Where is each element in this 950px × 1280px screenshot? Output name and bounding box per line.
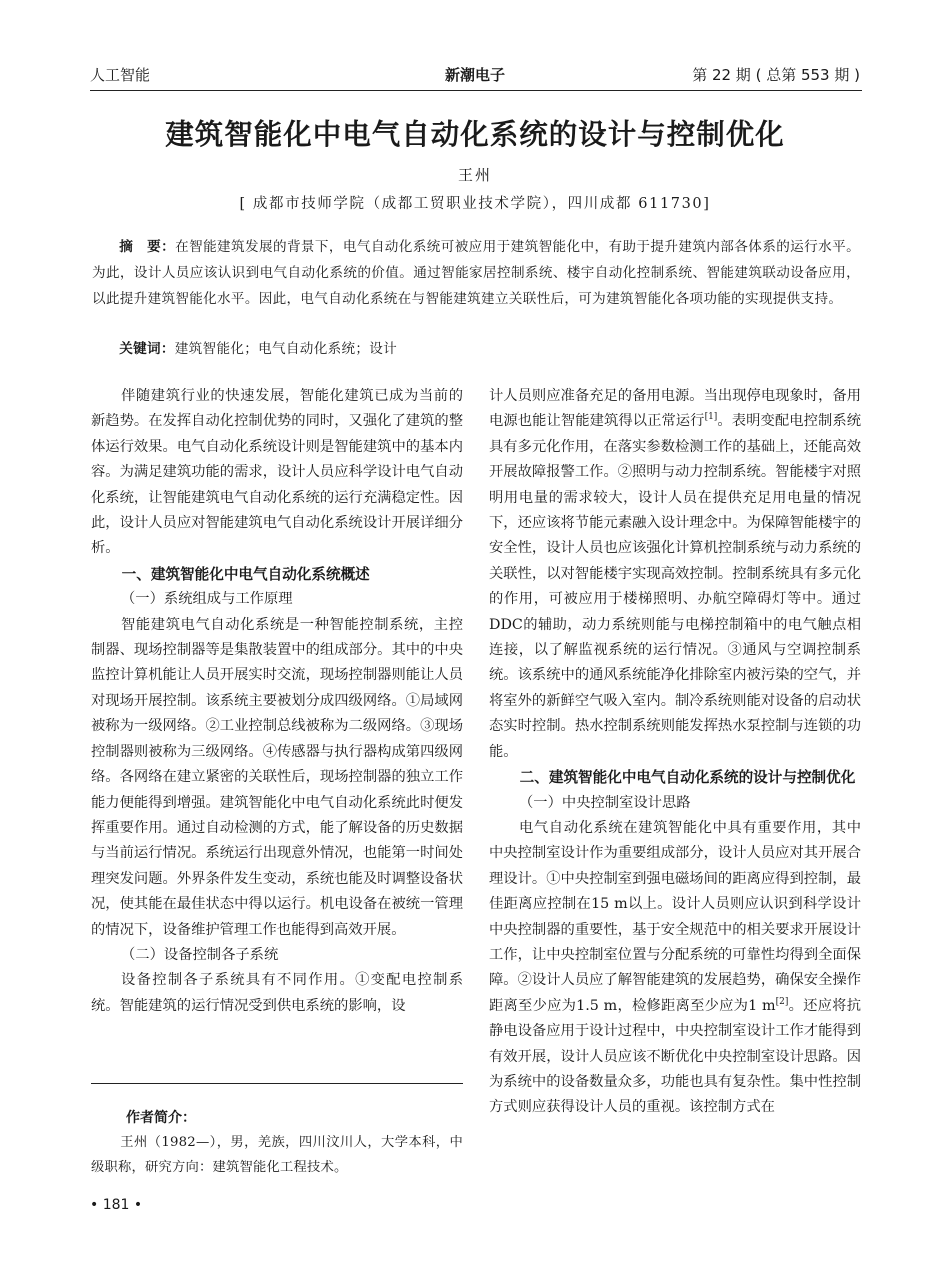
- header-divider: [90, 90, 862, 91]
- author-bio-heading: 作者简介：: [126, 1110, 196, 1126]
- running-header-issue: 第 22 期 ( 总第 553 期 ): [692, 66, 860, 84]
- abstract-text: 在智能建筑发展的背景下，电气自动化系统可被应用于建筑智能化中，有助于提升建筑内部各体系的运行水平。为此，设计人员应该认识到电气自动化系统的价值。通过智能家居控制系统、楼宇自动化控制系统、智能建筑联动设备应用，以此提升建筑智能化水平。因此，电气自动化系统在与智能建筑建立关联性后，可为建筑智能化各项功能的实现提供支持。: [92, 239, 860, 307]
- abstract: [92, 234, 860, 312]
- section-heading-1: 一、建筑智能化中电气自动化系统概述: [121, 565, 370, 583]
- section-heading-2: 二、建筑智能化中电气自动化系统的设计与控制优化: [519, 769, 856, 787]
- citation-1: [1]: [704, 412, 718, 423]
- keywords-label: 关键词：: [119, 341, 175, 357]
- running-header-journal: 新潮电子: [444, 66, 505, 84]
- keywords: [92, 338, 860, 360]
- intro-paragraph: 伴随建筑行业的快速发展，智能化建筑已成为当前的新趋势。在发挥自动化控制优势的同时，又强化了建筑的整体运行效果。电气自动化系统设计则是智能建筑中的基本内容。为满足建筑功能的需求，设计人员应科学设计电气自动化系统，让智能建筑电气自动化系统的运行充满稳定性。因此，设计人员应对智能建筑电气自动化系统设计开展详细分析。: [91, 388, 463, 557]
- page-number: • 181 •: [90, 1197, 143, 1213]
- subsystems-paragraph: 设备控制各子系统具有不同作用。①变配电控制系统。智能建筑的运行情况受到供电系统的影响，设: [91, 972, 463, 1014]
- author-bio-text: 王州（1982—），男，羌族，四川汶川人，大学本科，中级职称，研究方向：建筑智能化工程技术。: [91, 1135, 463, 1175]
- subsection-heading-1-1: （一）系统组成与工作原理: [121, 591, 293, 608]
- article-title: 建筑智能化中电气自动化系统的设计与控制优化: [165, 118, 785, 151]
- running-header-section: 人工智能: [90, 66, 151, 84]
- citation-2: [2]: [775, 996, 789, 1007]
- right-column: [489, 384, 861, 1121]
- continued-text-a: 计人员则应准备充足的备用电源。当出现停电现象时，备用电源也能让智能建筑得以正常运行: [489, 388, 861, 430]
- keywords-text: 建筑智能化；电气自动化系统；设计: [174, 341, 398, 357]
- author-affiliation: [ 成都市技师学院（成都工贸职业技术学院），四川成都 611730]: [239, 196, 711, 212]
- footnote-divider: [91, 1083, 463, 1084]
- abstract-label: 摘 要：: [119, 239, 176, 255]
- system-overview-paragraph: 智能建筑电气自动化系统是一种智能控制系统，主控制器、现场控制器等是集散装置中的组成部分。其中的中央监控计算机能让人员开展实时交流，现场控制器则能让人员对现场开展控制。该系统主要被划分成四级网络。①局域网被称为一级网络。②工业控制总线被称为二级网络。③现场控制器则被称为三级网络。④传感器与执行器构成第四级网络。各网络在建立紧密的关联性后，现场控制器的独立工作能力便能得到增强。建筑智能化中电气自动化系统此时便发挥重要作用。通过自动检测的方式，能了解设备的历史数据与当前运行情况。系统运行出现意外情况，也能第一时间处理突发问题。外界条件发生变动，系统也能及时调整设备状况，使其能在最佳状态中得以运行。机电设备在被统一管理的情况下，设备维护管理工作也能得到高效开展。: [91, 616, 463, 938]
- subsystems-paragraph-continued: [489, 384, 861, 765]
- author-name: 王州: [457, 166, 492, 184]
- control-room-paragraph: [489, 816, 861, 1121]
- control-room-text-a: 电气自动化系统在建筑智能化中具有重要作用，其中中央控制室设计作为重要组成部分，设计人员应对其开展合理设计。①中央控制室到强电磁场间的距离应得到控制，最佳距离应控制在15 m以上。设计人员则应认识到科学设计中央控制器的重要性，基于安全规范中的相关要求开展设计工作，让中央控制室位置与分配系统的可靠性均得到全面保障。②设计人员应了解智能建筑的发展趋势，确保安全操作距离至少应为1.5 m，检修距离至少应为1 m: [489, 819, 861, 1014]
- left-column: [91, 384, 463, 1019]
- control-room-text-b: 。还应将抗静电设备应用于设计过程中，中央控制室设计工作才能得到有效开展，设计人员应该不断优化中央控制室设计思路。因为系统中的设备数量众多，功能也具有复杂性。集中性控制方式则应获得设计人员的重视。该控制方式在: [489, 997, 861, 1116]
- subsection-heading-2-1: （一）中央控制室设计思路: [519, 794, 691, 811]
- continued-text-b: 。表明变配电控制系统具有多元化作用，在落实参数检测工作的基础上，还能高效开展故障报警工作。②照明与动力控制系统。智能楼宇对照明用电量的需求较大，设计人员在提供充足用电量的情况下，还应该将节能元素融入设计理念中。为保障智能楼宇的安全性，设计人员也应该强化计算机控制系统与动力系统的关联性，以对智能楼宇实现高效控制。控制系统具有多元化的作用，可被应用于楼梯照明、办航空障碍灯等中。通过DDC的辅助，动力系统则能与电梯控制箱中的电气触点相连接，以了解监视系统的运行情况。③通风与空调控制系统。该系统中的通风系统能净化排除室内被污染的空气，并将室外的新鲜空气吸入室内。制冷系统则能对设备的启动状态实时控制。热水控制系统则能发挥热水泵控制与连锁的功能。: [489, 413, 862, 760]
- subsection-heading-1-2: （二）设备控制各子系统: [121, 946, 279, 963]
